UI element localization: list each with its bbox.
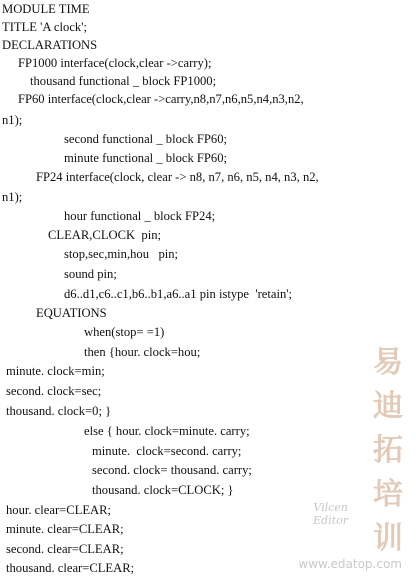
code-line: d6..d1,c6..c1,b6..b1,a6..a1 pin istype 'retain';: [64, 287, 293, 301]
code-line: FP24 interface(clock, clear -> n8, n7, n6, n5, n4, n3, n2,: [36, 170, 319, 184]
code-line: n1);: [2, 113, 23, 127]
code-line: second. clear=CLEAR;: [6, 542, 124, 556]
watermark-logo-text: Vilcen Editor: [313, 501, 348, 527]
code-line: MODULE TIME: [2, 2, 90, 16]
code-line: sound pin;: [64, 267, 117, 281]
code-line: minute. clear=CLEAR;: [6, 522, 124, 536]
code-line: EQUATIONS: [36, 306, 107, 320]
code-line: thousand. clock=CLOCK; }: [92, 483, 234, 497]
code-line: second. clock=sec;: [6, 384, 102, 398]
code-line: CLEAR,CLOCK pin;: [48, 228, 161, 242]
code-line: n1);: [2, 190, 23, 204]
code-line: thousand. clear=CLEAR;: [6, 561, 135, 575]
code-line: else { hour. clock=minute. carry;: [84, 424, 250, 438]
code-line: when(stop= =1): [84, 325, 165, 339]
code-line: hour. clear=CLEAR;: [6, 503, 112, 517]
code-line: minute functional _ block FP60;: [64, 151, 228, 165]
code-line: thousand. clock=0; }: [6, 404, 112, 418]
code-line: stop,sec,min,hou pin;: [64, 247, 179, 261]
code-line: second. clock= thousand. carry;: [92, 463, 252, 477]
code-line: DECLARATIONS: [2, 38, 98, 52]
code-line: FP1000 interface(clock,clear ->carry);: [18, 56, 212, 70]
code-line: then {hour. clock=hou;: [84, 345, 201, 359]
watermark-brand-text: 易迪拓培训: [373, 345, 404, 556]
code-line: minute. clock=second. carry;: [92, 444, 242, 458]
code-line: minute. clock=min;: [6, 364, 105, 378]
watermark-url-text: www.edatop.com: [298, 557, 402, 571]
code-line: thousand functional _ block FP1000;: [30, 74, 217, 88]
code-line: hour functional _ block FP24;: [64, 209, 216, 223]
code-line: TITLE 'A clock';: [2, 20, 87, 34]
code-line: FP60 interface(clock,clear ->carry,n8,n7,n6,n5,n4,n3,n2,: [18, 92, 304, 106]
code-line: second functional _ block FP60;: [64, 132, 227, 146]
